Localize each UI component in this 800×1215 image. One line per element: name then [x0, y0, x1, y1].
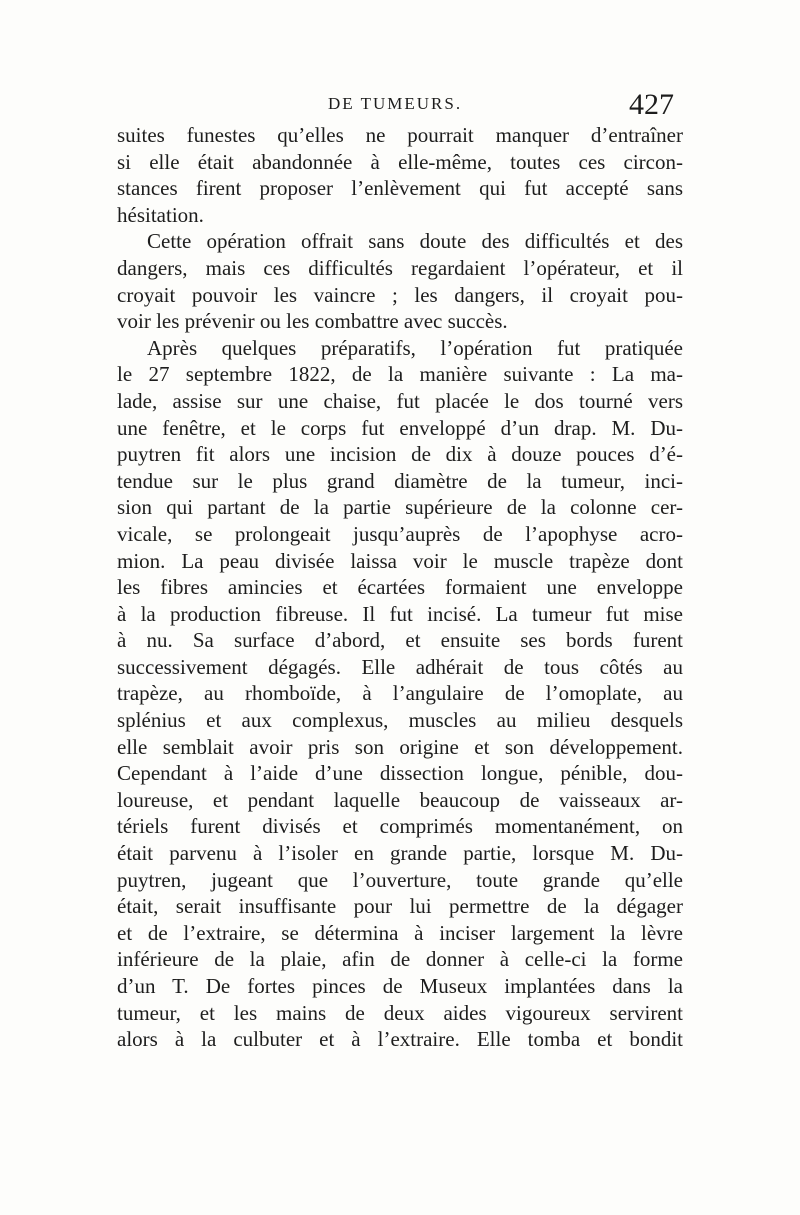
text-line: mion. La peau divisée laissa voir le muscle trapèze dont	[117, 548, 683, 573]
text-line: successivement dégagés. Elle adhérait de tous côtés au	[117, 654, 683, 679]
text-line: sion qui partant de la partie supérieure de la colonne cer-	[117, 495, 683, 520]
text-line: si elle était abandonnée à elle-même, toutes ces circon-	[117, 149, 683, 174]
text-line: d’un T. De fortes pinces de Museux implantées dans la	[117, 974, 683, 998]
page-number: 427	[629, 88, 674, 121]
text-line: et de l’extraire, se détermina à inciser largement la lèvre	[117, 920, 683, 945]
text-line: alors à la culbuter et à l’extraire. Elle tomba et bondit	[117, 1027, 683, 1052]
text-line: trapèze, au rhomboïde, à l’angulaire de l’omoplate, au	[117, 681, 683, 706]
text-line: loureuse, et pendant laquelle beaucoup de vaisseaux ar-	[117, 787, 683, 812]
running-title: DE TUMEURS.	[328, 94, 463, 113]
text-line: stances firent proposer l’enlèvement qui fut accepté sans	[117, 176, 683, 201]
text-line: elle semblait avoir pris son origine et son développement.	[117, 734, 683, 759]
text-line: inférieure de la plaie, afin de donner à celle-ci la forme	[117, 947, 683, 972]
text-line: une fenêtre, et le corps fut enveloppé d’un drap. M. Du-	[117, 415, 683, 440]
text-line: le 27 septembre 1822, de la manière suivante : La ma-	[117, 362, 683, 387]
text-line: puytren, jugeant que l’ouverture, toute grande qu’elle	[117, 867, 683, 892]
body-text	[117, 122, 683, 1053]
text-line: dangers, mais ces difficultés regardaient l’opérateur, et il	[117, 255, 683, 280]
text-line: lade, assise sur une chaise, fut placée le dos tourné vers	[117, 388, 683, 413]
text-line: Après quelques préparatifs, l’opération fut pratiquée	[147, 335, 683, 360]
text-line: suites funestes qu’elles ne pourrait manquer d’entraîner	[117, 123, 683, 147]
text-line: à la production fibreuse. Il fut incisé. La tumeur fut mise	[117, 601, 683, 626]
text-line: était parvenu à l’isoler en grande partie, lorsque M. Du-	[117, 841, 683, 866]
text-line: hésitation.	[117, 202, 204, 227]
text-line: les fibres amincies et écartées formaient une enveloppe	[117, 575, 683, 600]
text-line: puytren fit alors une incision de dix à douze pouces d’é-	[117, 442, 683, 467]
text-line: à nu. Sa surface d’abord, et ensuite ses bords furent	[117, 628, 683, 653]
text-line: tériels furent divisés et comprimés momentanément, on	[117, 814, 683, 839]
text-line: splénius et aux complexus, muscles au milieu desquels	[117, 708, 683, 733]
text-line: Cependant à l’aide d’une dissection longue, pénible, dou-	[117, 761, 683, 786]
text-line: croyait pouvoir les vaincre ; les dangers, il croyait pou-	[117, 282, 683, 307]
text-line: tendue sur le plus grand diamètre de la tumeur, inci-	[117, 468, 683, 493]
text-line: voir les prévenir ou les combattre avec succès.	[117, 309, 508, 334]
text-line: Cette opération offrait sans doute des difficultés et des	[147, 229, 683, 254]
text-line: vicale, se prolongeait jusqu’auprès de l’apophyse acro-	[117, 521, 683, 546]
text-line: tumeur, et les mains de deux aides vigoureux servirent	[117, 1000, 683, 1025]
text-line: était, serait insuffisante pour lui permettre de la dégager	[117, 894, 683, 919]
